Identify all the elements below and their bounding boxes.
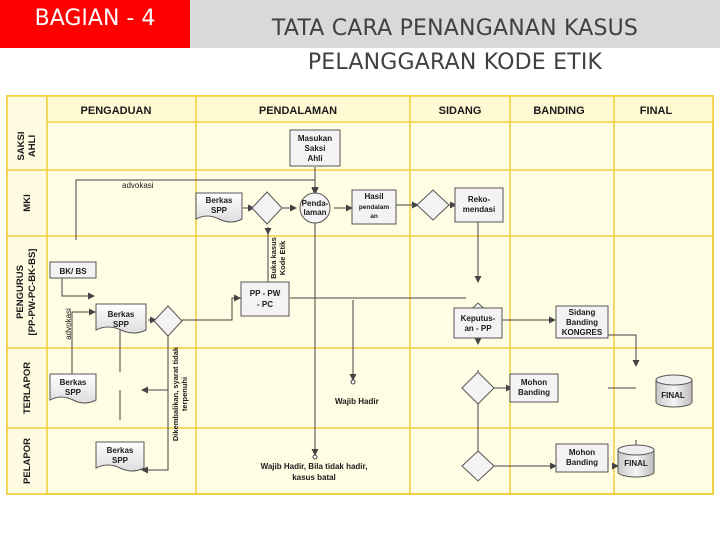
note-wajib-hadir-batal-2: kasus batal <box>292 473 336 482</box>
process-pp-pw-pc <box>241 282 289 316</box>
lane-label-saksi-1: SAKSI <box>16 131 27 161</box>
keputusan-label-2: an - PP <box>464 324 492 333</box>
terminator-wajib-hadir-batal <box>313 455 317 459</box>
note-dikembalikan-1: Dikembalikan, syarat tidak <box>171 346 180 442</box>
berkas-pelapor-label-1: Berkas <box>106 446 134 455</box>
lane-label-pelapor: PELAPOR <box>22 438 33 484</box>
note-buka-kasus-1: Buka kasus <box>269 237 278 279</box>
rekomendasi-label-1: Reko- <box>467 195 491 204</box>
berkas-terlapor-label-1: Berkas <box>59 378 87 387</box>
note-advokasi-side: advokasi <box>64 308 73 340</box>
process-keputusan-pp <box>454 308 502 338</box>
mohon-banding-terlapor-label-2: Banding <box>518 388 550 397</box>
keputusan-label-1: Keputus- <box>460 314 496 323</box>
note-buka-kasus-2: Kode Etik <box>278 240 287 276</box>
hasil-label-3: an <box>370 213 378 220</box>
lane-label-pengurus-1: PENGURUS <box>15 265 26 319</box>
sidang-banding-label-3: KONGRES <box>561 328 603 337</box>
sidang-banding-label-2: Banding <box>566 318 598 327</box>
mohon-banding-pelapor-label-1: Mohon <box>568 448 596 457</box>
column-header-final: FINAL <box>639 105 673 117</box>
lane-label-pengurus-2: [PP-PW-PC-BK-BS] <box>27 248 38 336</box>
masukan-label-1: Masukan <box>297 134 333 143</box>
column-header-banding: BANDING <box>533 105 585 117</box>
rekomendasi-label-2: mendasi <box>462 205 496 214</box>
final-terlapor-label: FINAL <box>661 391 685 400</box>
section-label: BAGIAN - 4 <box>34 6 156 31</box>
pp-pw-pc-label-2: - PC <box>257 300 273 309</box>
lane-label-mki: MKI <box>22 194 33 212</box>
bkbs-label: BK/ BS <box>59 267 87 276</box>
note-wajib-hadir: Wajib Hadir <box>335 397 379 406</box>
masukan-label-2: Saksi <box>304 144 326 153</box>
diagram-frame <box>7 96 713 494</box>
hasil-label-1: Hasil <box>364 192 384 201</box>
berkas-pelapor-label-2: SPP <box>111 456 129 465</box>
terminator-wajib-hadir <box>351 380 355 384</box>
mohon-banding-terlapor-label-1: Mohon <box>520 378 548 387</box>
column-header-pendalaman: PENDALAMAN <box>258 105 338 117</box>
note-advokasi-top: advokasi <box>122 181 154 190</box>
berkas-mki-label-1: Berkas <box>205 196 233 205</box>
pendalaman-label-1: Penda- <box>301 199 329 208</box>
final-pelapor-label: FINAL <box>624 459 648 468</box>
note-dikembalikan-2: terpenuhi <box>180 376 189 412</box>
masukan-label-3: Ahli <box>307 154 323 163</box>
page-title-line2: PELANGGARAN KODE ETIK <box>307 50 603 75</box>
page-title-line1: TATA CARA PENANGANAN KASUS <box>271 16 639 41</box>
berkas-pengurus-label-1: Berkas <box>107 310 135 319</box>
mohon-banding-pelapor-label-2: Banding <box>566 458 598 467</box>
berkas-terlapor-label-2: SPP <box>64 388 82 397</box>
hasil-label-2: pendalam <box>358 204 390 211</box>
lane-label-saksi-2: AHLI <box>27 134 38 158</box>
sidang-banding-label-1: Sidang <box>568 308 596 317</box>
pendalaman-label-2: laman <box>303 208 327 217</box>
pp-pw-pc-label-1: PP - PW <box>249 289 281 298</box>
lane-label-terlapor: TERLAPOR <box>22 361 33 415</box>
berkas-pengurus-label-2: SPP <box>112 320 130 329</box>
note-wajib-hadir-batal-1: Wajib Hadir, Bila tidak hadir, <box>260 462 368 471</box>
column-header-sidang: SIDANG <box>438 105 482 117</box>
column-header-pengaduan: PENGADUAN <box>80 105 152 117</box>
berkas-mki-label-2: SPP <box>210 206 228 215</box>
